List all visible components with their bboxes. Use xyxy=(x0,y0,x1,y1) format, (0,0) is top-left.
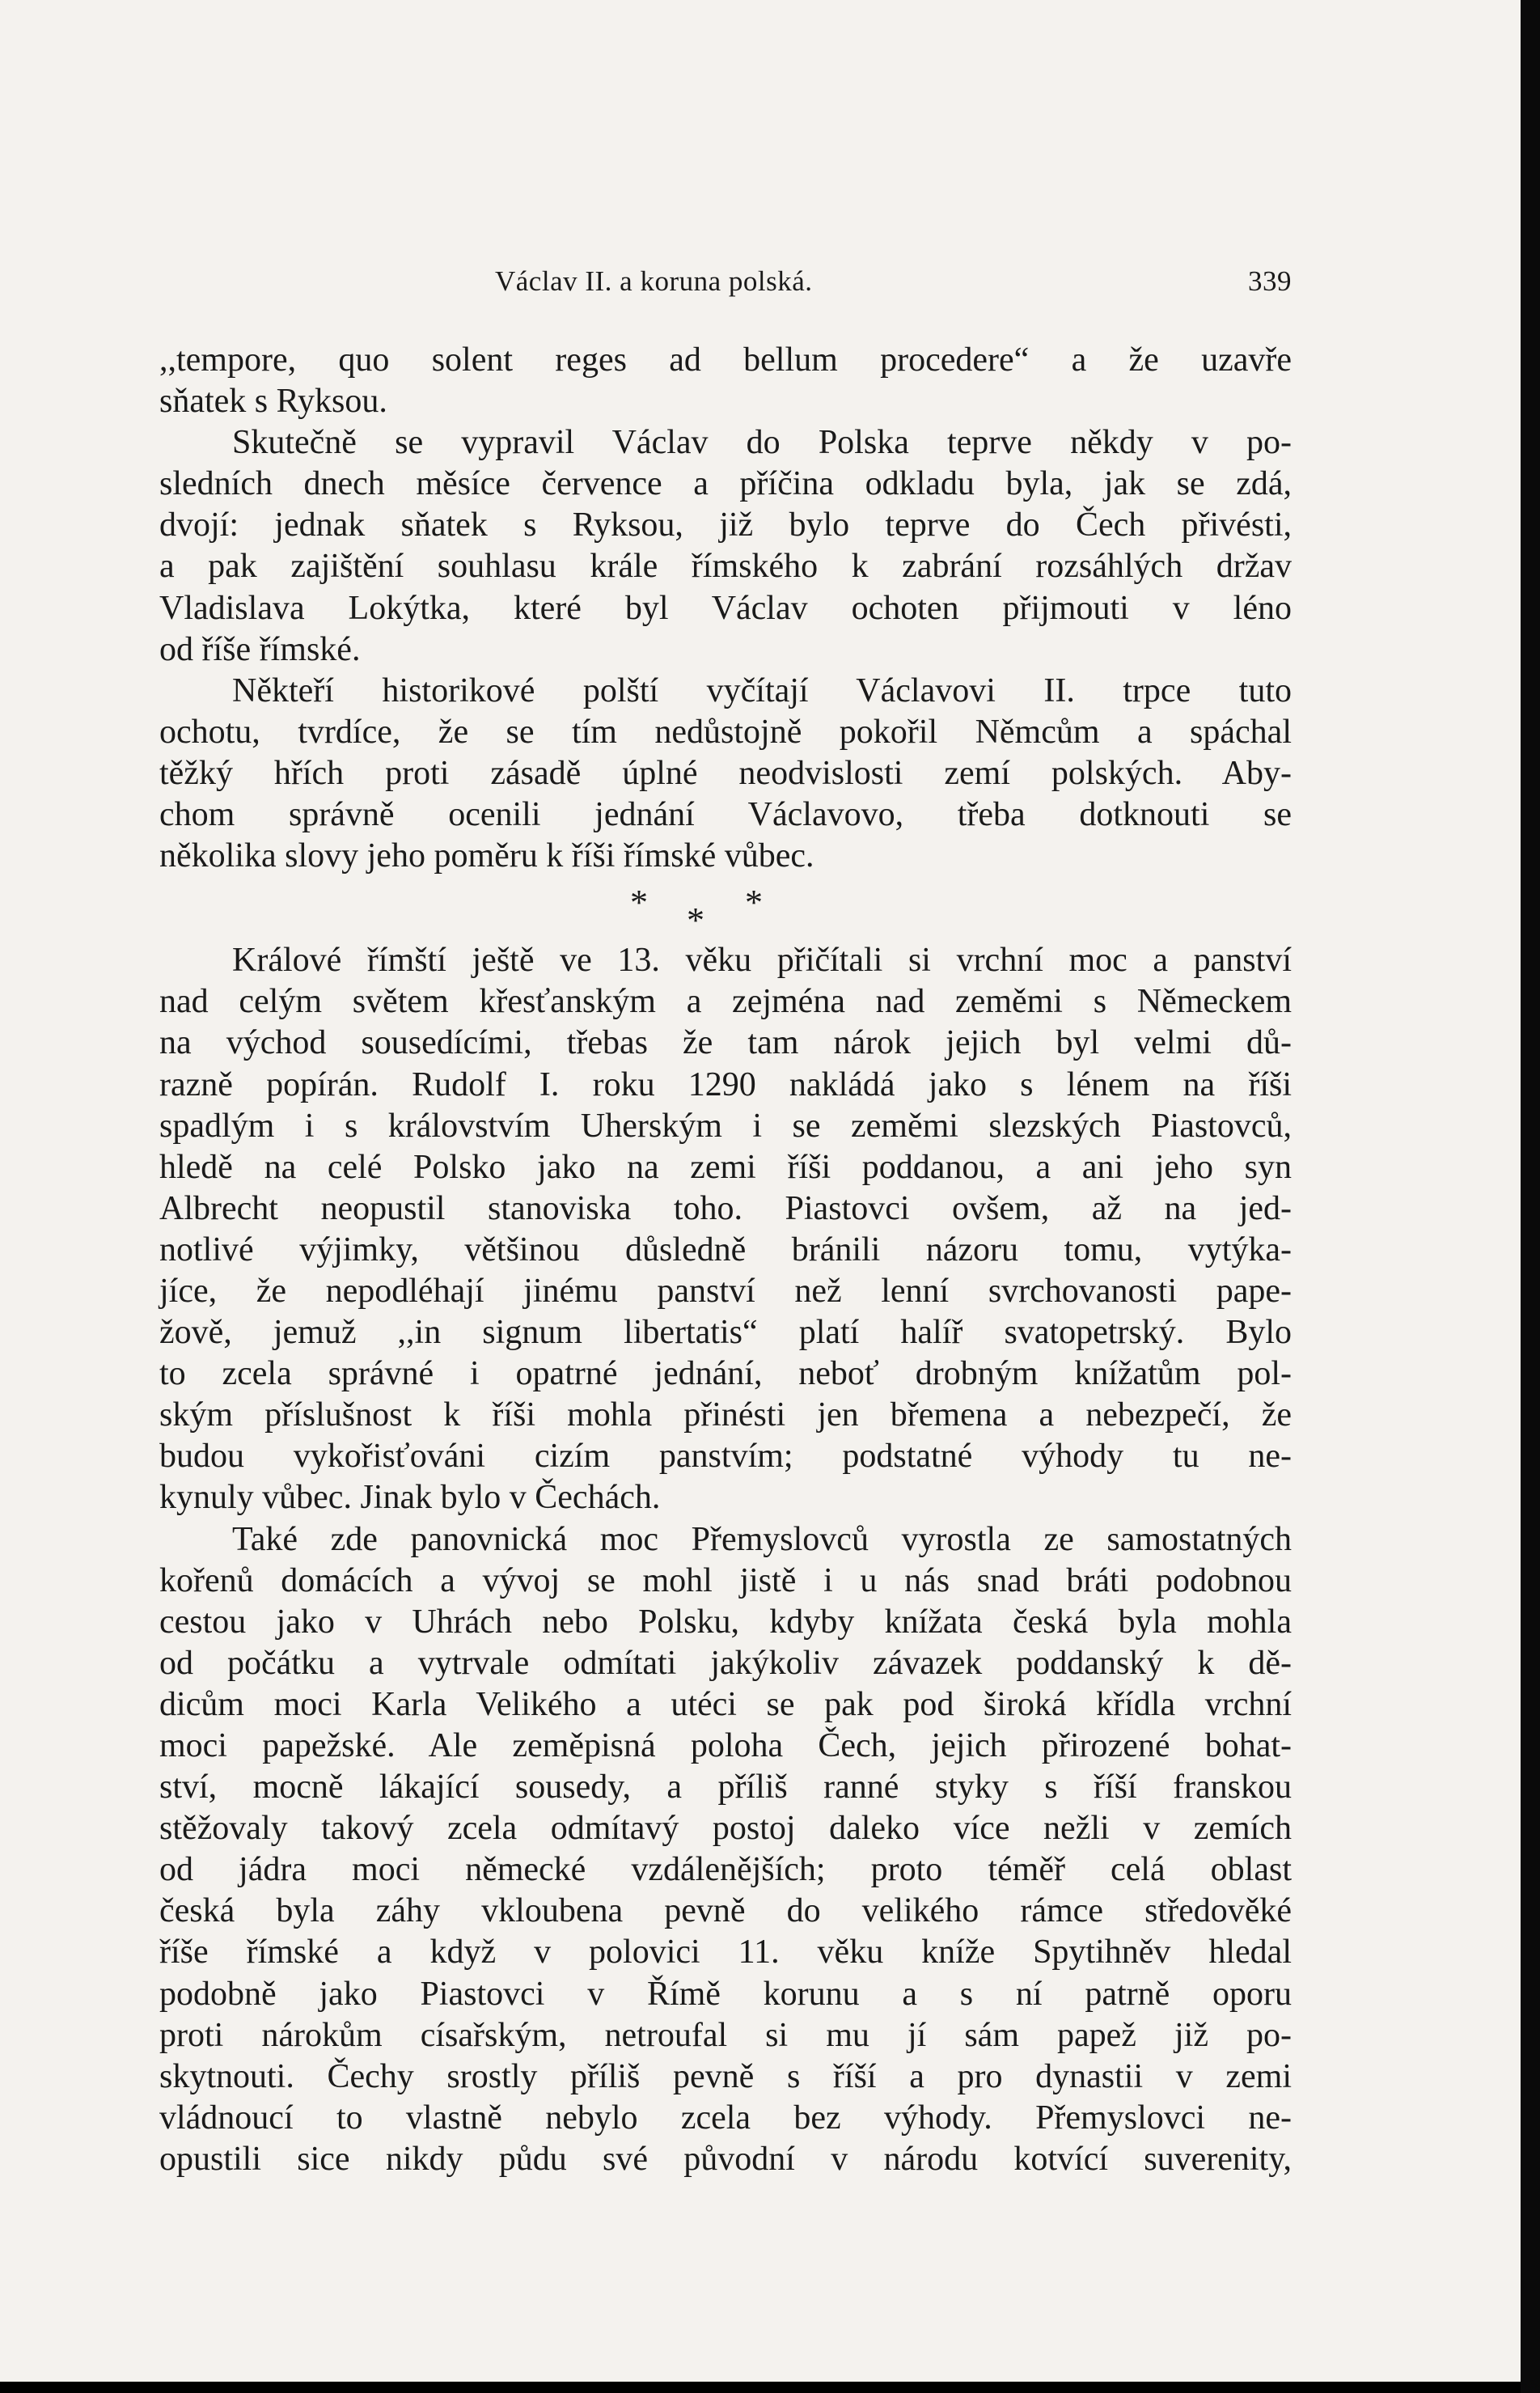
text-line: od říše římské. xyxy=(159,630,361,668)
paragraph-3 xyxy=(159,671,1292,877)
text-line: těžký hřích proti zásadě úplné neodvislosti zemí polských. Aby- xyxy=(159,754,1292,792)
running-head-title: Václav II. a koruna polská. xyxy=(495,265,813,297)
scan-border xyxy=(1521,0,1540,2393)
text-line: Albrecht neopustil stanoviska toho. Piastovci ovšem, až na jed- xyxy=(159,1189,1292,1227)
text-line: cestou jako v Uhrách nebo Polsku, kdyby knížata česká byla mohla xyxy=(159,1603,1292,1641)
text-line: razně popírán. Rudolf I. roku 1290 nakládá jako s lénem na říši xyxy=(159,1065,1292,1103)
text-block xyxy=(159,257,1292,2180)
paragraph-4 xyxy=(159,940,1292,1518)
text-line: nad celým světem křesťanským a zejména nad zeměmi s Německem xyxy=(159,983,1292,1021)
text-line: několika slovy jeho poměru k říši římské vůbec. xyxy=(159,837,814,875)
text-line: hledě na celé Polsko jako na zemi říši poddanou, a ani jeho syn xyxy=(159,1148,1292,1186)
text-line: vládnoucí to vlastně nebylo zcela bez výhody. Přemyslovci ne- xyxy=(159,2099,1292,2137)
separator-asterisk: * xyxy=(687,900,704,941)
separator-asterisk: * xyxy=(630,883,648,923)
text-line: opustili sice nikdy půdu své původní v národu kotvící suverenity, xyxy=(159,2140,1292,2178)
text-line: proti nárokům císařským, netroufal si mu jí sám papež již po- xyxy=(159,2016,1292,2054)
text-line: žově, jemuž ,,in signum libertatis“ platí halíř svatopetrský. Bylo xyxy=(159,1314,1292,1352)
section-separator xyxy=(159,877,1292,940)
text-line: stěžovaly takový zcela odmítavý postoj daleko více nežli v zemích xyxy=(159,1810,1292,1848)
text-line: sňatek s Ryksou. xyxy=(159,383,387,421)
text-line: na východ sousedícími, třebas že tam nárok jejich byl velmi dů- xyxy=(159,1024,1292,1062)
text-line: podobně jako Piastovci v Římě korunu a s ní patrně oporu xyxy=(159,1975,1292,2013)
text-line: moci papežské. Ale zeměpisná poloha Čech, jejich přirozené bohat- xyxy=(159,1727,1292,1764)
text-line: to zcela správné i opatrné jednání, neboť drobným knížatům pol- xyxy=(159,1355,1292,1393)
text-line: ochotu, tvrdíce, že se tím nedůstojně pokořil Němcům a spáchal xyxy=(159,713,1292,751)
text-line: Skutečně se vypravil Václav do Polska teprve někdy v po- xyxy=(232,424,1292,462)
paragraph-1 xyxy=(159,340,1292,422)
text-line: skytnouti. Čechy srostly příliš pevně s říší a pro dynastii v zemi xyxy=(159,2057,1292,2095)
text-line: a pak zajištění souhlasu krále římského k zabrání rozsáhlých držav xyxy=(159,548,1292,586)
text-line: Někteří historikové polští vyčítají Václavovi II. trpce tuto xyxy=(232,671,1292,709)
text-line: notlivé výjimky, většinou důsledně bránili názoru tomu, vytýka- xyxy=(159,1230,1292,1269)
text-line: Také zde panovnická moc Přemyslovců vyrostla ze samostatných xyxy=(232,1520,1292,1558)
text-line: ským příslušnost k říši mohla přinésti jen břemena a nebezpečí, že xyxy=(159,1396,1292,1434)
text-line: říše římské a když v polovici 11. věku kníže Spytihněv hledal xyxy=(159,1933,1292,1972)
text-line: budou vykořisťováni cizím panstvím; podstatné výhody tu ne- xyxy=(159,1438,1292,1476)
text-line: jíce, že nepodléhají jinému panství než lenní svrchovanosti pape- xyxy=(159,1272,1292,1310)
body-text xyxy=(159,340,1292,2180)
text-line: ,,tempore, quo solent reges ad bellum procedere“ a že uzavře xyxy=(159,341,1292,379)
running-head xyxy=(159,257,1292,306)
text-line: Králové římští ještě ve 13. věku přičítali si vrchní moc a panství xyxy=(232,942,1292,980)
text-line: chom správně ocenili jednání Václavovo, třeba dotknouti se xyxy=(159,796,1292,834)
paragraph-5 xyxy=(159,1519,1292,2181)
text-line: česká byla záhy vkloubena pevně do velikého rámce středověké xyxy=(159,1892,1292,1930)
text-line: spadlým i s královstvím Uherským i se zeměmi slezských Piastovců, xyxy=(159,1107,1292,1145)
text-line: od jádra moci německé vzdálenějších; proto téměř celá oblast xyxy=(159,1851,1292,1889)
text-line: dicům moci Karla Velikého a utéci se pak pod široká křídla vrchní xyxy=(159,1685,1292,1723)
separator-asterisk: * xyxy=(745,883,763,923)
text-line: kořenů domácích a vývoj se mohl jistě i u nás snad bráti podobnou xyxy=(159,1561,1292,1599)
text-line: dvojí: jednak sňatek s Ryksou, již bylo teprve do Čech přivésti, xyxy=(159,506,1292,544)
text-line: kynuly vůbec. Jinak bylo v Čechách. xyxy=(159,1479,661,1517)
text-line: sledních dnech měsíce července a příčina odkladu byla, jak se zdá, xyxy=(159,465,1292,503)
text-line: od počátku a vytrvale odmítati jakýkoliv závazek poddanský k dě- xyxy=(159,1644,1292,1682)
page-number: 339 xyxy=(1248,265,1292,297)
text-line: Vladislava Lokýtka, které byl Václav ochoten přijmouti v léno xyxy=(159,589,1292,627)
paragraph-2 xyxy=(159,422,1292,671)
text-line: ství, mocně lákající sousedy, a příliš ranné styky s říší franskou xyxy=(159,1768,1292,1806)
